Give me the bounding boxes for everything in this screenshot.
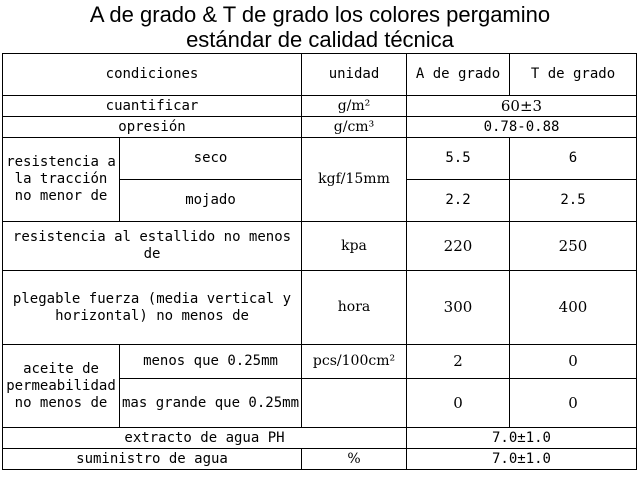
table-row (3, 138, 637, 180)
row-label-tensile: resistencia a la tracción no menor de (3, 138, 120, 222)
title-line-1: A de grado & T de grado los colores pergamino (89, 2, 551, 27)
header-grade-a: A de grado (407, 54, 510, 96)
header-conditions: condiciones (3, 54, 302, 96)
row-value-dry-t: 6 (510, 138, 637, 180)
row-sublabel-oil-greater: mas grande que 0.25mm (120, 379, 302, 428)
header-grade-t: T de grado (510, 54, 637, 96)
row-unit-oil: pcs/100cm² (302, 345, 407, 379)
row-value-oil-greater-t: 0 (510, 379, 637, 428)
row-value-pressure: 0.78-0.88 (407, 117, 637, 138)
row-value-wet-t: 2.5 (510, 180, 637, 222)
row-value-dry-a: 5.5 (407, 138, 510, 180)
table-row (3, 345, 637, 379)
table-row (3, 222, 637, 271)
table-row (3, 96, 637, 117)
row-label-water-extract: extracto de agua PH (3, 428, 407, 449)
row-value-burst-t: 250 (510, 222, 637, 271)
row-unit-oil-greater-empty (302, 379, 407, 428)
row-unit-water-supply: % (302, 449, 407, 470)
row-label-pressure: opresión (3, 117, 302, 138)
row-sublabel-wet: mojado (120, 180, 302, 222)
table-row (3, 117, 637, 138)
row-label-oil: aceite de permeabilidad no menos de (3, 345, 120, 428)
row-value-water-extract: 7.0±1.0 (407, 428, 637, 449)
row-sublabel-oil-less: menos que 0.25mm (120, 345, 302, 379)
row-label-folding: plegable fuerza (media vertical y horizontal) no menos de (3, 271, 302, 345)
row-value-oil-greater-a: 0 (407, 379, 510, 428)
row-unit-tensile: kgf/15mm (302, 138, 407, 222)
row-sublabel-dry: seco (120, 138, 302, 180)
row-unit-folding: hora (302, 271, 407, 345)
row-unit-burst: kpa (302, 222, 407, 271)
table-row (3, 271, 637, 345)
row-value-quantity: 60±3 (407, 96, 637, 117)
header-unit: unidad (302, 54, 407, 96)
row-value-wet-a: 2.2 (407, 180, 510, 222)
table-row (3, 449, 637, 470)
row-label-quantity: cuantificar (3, 96, 302, 117)
row-unit-quantity: g/m² (302, 96, 407, 117)
document-title (0, 2, 640, 52)
row-value-burst-a: 220 (407, 222, 510, 271)
title-line-2: estándar de calidad técnica (186, 27, 454, 52)
row-label-burst: resistencia al estallido no menos de (3, 222, 302, 271)
table-header-row (3, 54, 637, 96)
row-unit-pressure: g/cm³ (302, 117, 407, 138)
row-value-folding-t: 400 (510, 271, 637, 345)
row-label-water-supply: suministro de agua (3, 449, 302, 470)
quality-standard-table (2, 53, 637, 470)
table-row (3, 428, 637, 449)
row-value-oil-less-t: 0 (510, 345, 637, 379)
row-value-folding-a: 300 (407, 271, 510, 345)
row-value-water-supply: 7.0±1.0 (407, 449, 637, 470)
row-value-oil-less-a: 2 (407, 345, 510, 379)
